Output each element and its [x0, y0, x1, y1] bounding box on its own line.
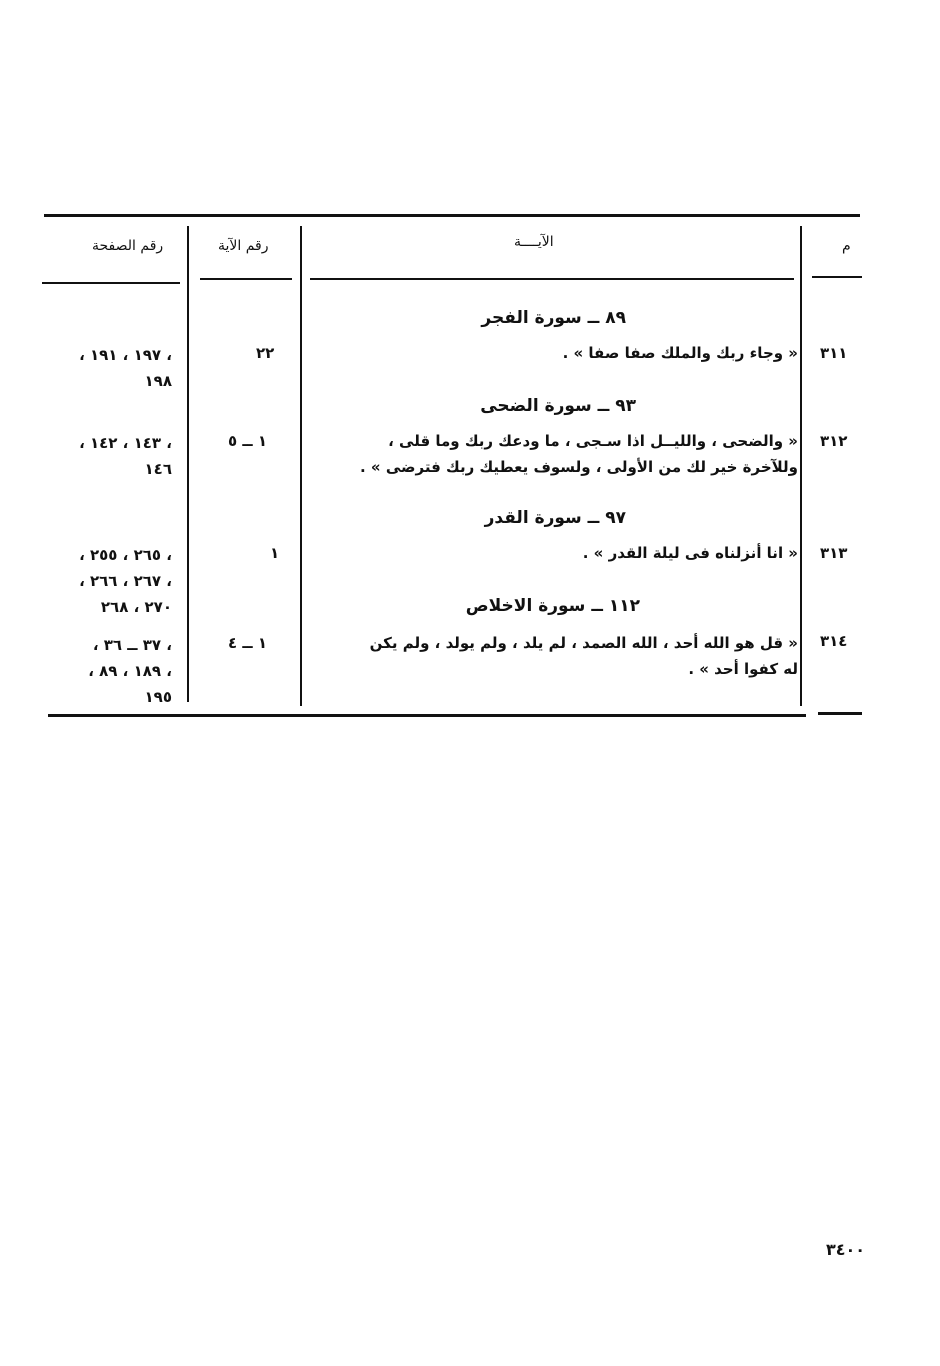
header-rule-pages [42, 282, 180, 284]
bottom-rule [48, 714, 806, 717]
sura-heading: ٨٩ ــ سورة الفجر [481, 308, 626, 328]
ayah-text-line: له كفوا أحد » . [688, 660, 798, 678]
header-rule-ayah-no [200, 278, 292, 280]
ayah-number: ١ [270, 544, 280, 562]
page-numbers-line: ١٩٨ [144, 372, 172, 390]
header-rule-ayah [310, 278, 794, 280]
ayah-text-line: « والضحى ، والليــل اذا سـجى ، ما ودعك ربك وما قلى ، [388, 432, 798, 450]
ayah-number: ١ ــ ٤ [228, 634, 268, 652]
ayah-text-line: « قل هو الله أحد ، الله الصمد ، لم يلد ، ولم يولد ، ولم يكن [369, 634, 798, 652]
header-ayah: الآيــــة [514, 234, 554, 250]
row-number: ٣١٣ [820, 544, 848, 562]
page-numbers-line: ١٩٥ [144, 688, 172, 706]
page-numbers-line: ، ٢٦٥ ، ٢٥٥ ، [79, 546, 172, 564]
ayah-text-line: « انا أنزلناه فى ليلة القدر » . [582, 544, 798, 562]
sura-heading: ١١٢ ــ سورة الاخلاص [465, 596, 640, 616]
ayah-number: ١ ــ ٥ [228, 432, 268, 450]
header-rule-m [812, 276, 862, 278]
sura-heading: ٩٣ ــ سورة الضحى [480, 396, 636, 416]
ayah-number: ٢٢ [256, 344, 275, 362]
col-divider-ayah [800, 226, 802, 706]
ayah-text-line: وللآخرة خير لك من الأولى ، ولسوف يعطيك ربك فترضى » . [360, 458, 798, 476]
sura-heading: ٩٧ ــ سورة القدر [484, 508, 626, 528]
col-divider-pages [187, 226, 189, 702]
header-ayah-no: رقم الآية [218, 238, 269, 254]
row-number: ٣١١ [820, 344, 848, 362]
page-numbers-line: ، ١٨٩ ، ٨٩ ، [88, 662, 172, 680]
row-number: ٣١٢ [820, 432, 848, 450]
header-page-no: رقم الصفحة [92, 238, 164, 254]
page-numbers-line: ١٤٦ [144, 460, 172, 478]
page-number: ٣٤٠٠ [826, 1240, 866, 1259]
col-divider-ayah-no [300, 226, 302, 706]
page-numbers-line: ، ١٩٧ ، ١٩١ ، [79, 346, 172, 364]
page-numbers-line: ، ١٤٣ ، ١٤٢ ، [79, 434, 172, 452]
bottom-rule-m [818, 712, 862, 715]
row-number: ٣١٤ [820, 632, 848, 650]
ayah-text-line: « وجاء ربك والملك صفا صفا » . [562, 344, 798, 362]
page-numbers-line: ، ٢٦٧ ، ٢٦٦ ، [79, 572, 172, 590]
page-numbers-line: ٢٧٠ ، ٢٦٨ [100, 598, 172, 616]
header-m: م [842, 238, 851, 254]
page-numbers-line: ، ٣٧ ــ ٣٦ ، [92, 636, 172, 654]
top-rule [44, 214, 860, 217]
